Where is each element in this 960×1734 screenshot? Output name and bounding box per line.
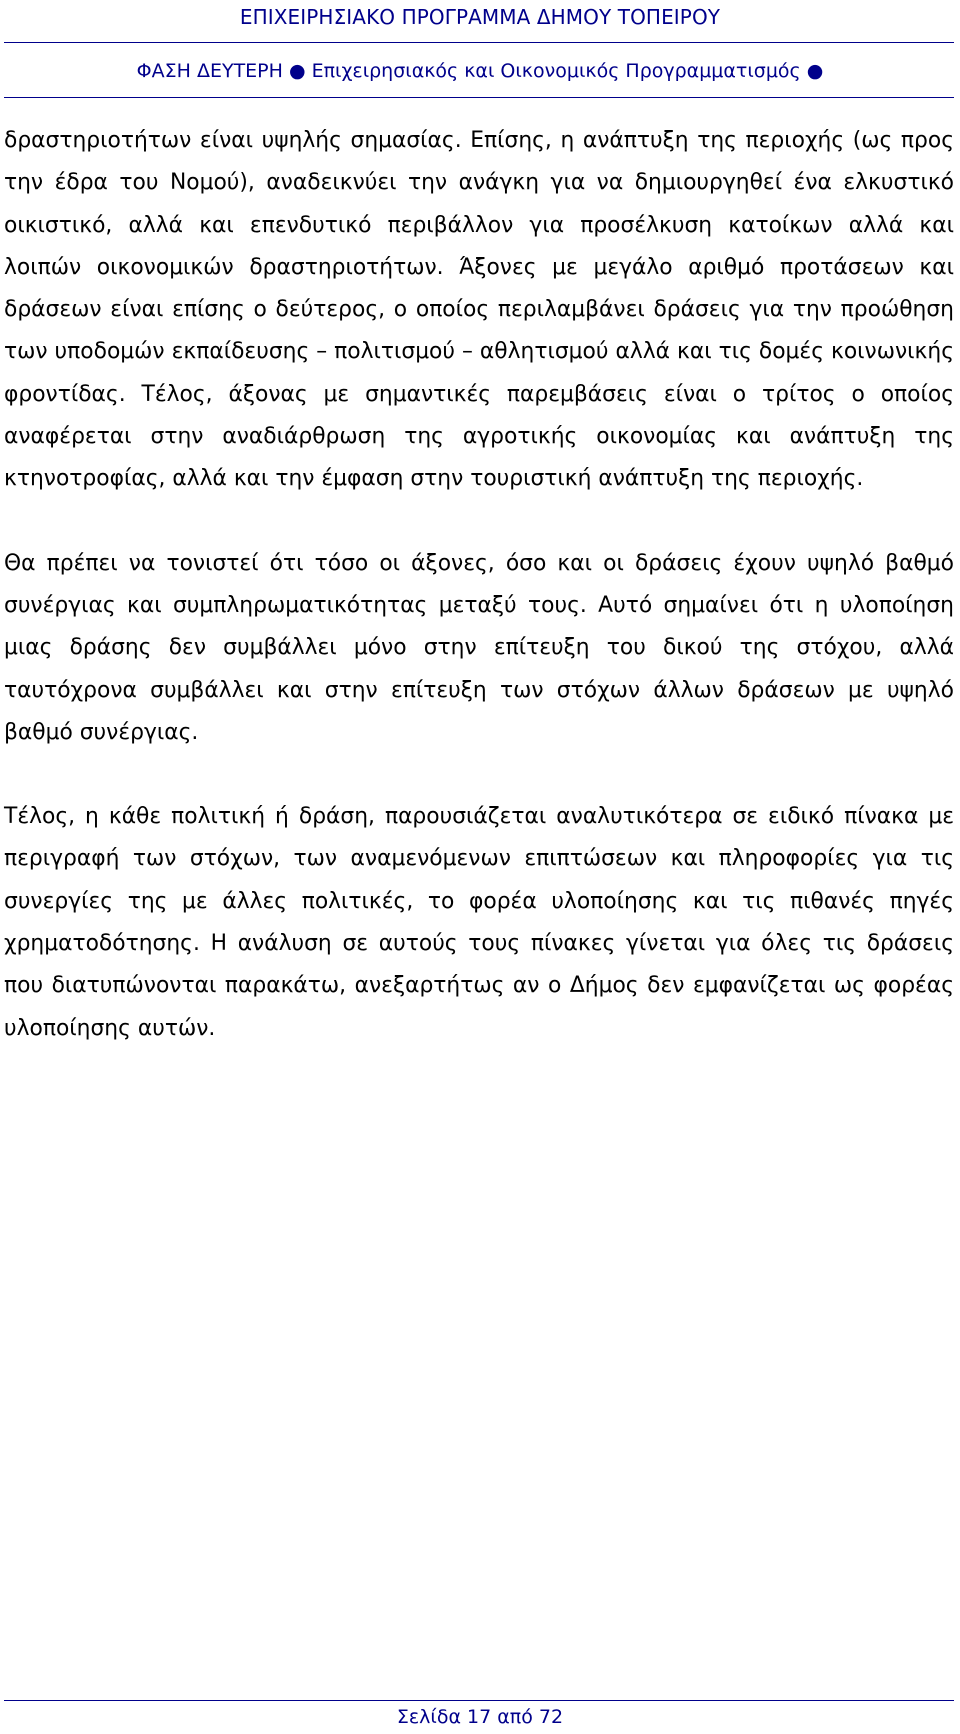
header-divider — [4, 42, 954, 43]
document-subtitle: ΦΑΣΗ ΔΕΥΤΕΡΗ ● Επιχειρησιακός και Οικονομικός Προγραμματισμός ● — [136, 60, 824, 82]
paragraph-2: Θα πρέπει να τονιστεί ότι τόσο οι άξονες, όσο και οι δράσεις έχουν υψηλό βαθμό συνέργιας και συμπληρωματικότητας μεταξύ τους. Αυτό σημαίνει ότι η υλοποίηση μιας δράσης δεν συμβάλλει μόνο στην επίτευξη του δικού της στόχου, αλλά ταυτόχρονα συμβάλλει και στην επίτευξη των στόχων άλλων δράσεων με υψηλό βαθμό συνέργιας. — [4, 550, 954, 745]
page-header — [0, 0, 960, 100]
paragraph-3: Τέλος, η κάθε πολιτική ή δράση, παρουσιάζεται αναλυτικότερα σε ειδικό πίνακα με περιγραφή των στόχων, των αναμενόμενων επιπτώσεων και πληροφορίες για τις συνεργίες της με άλλες πολιτικές, το φορέα υλοποίησης και τις πιθανές πηγές χρηματοδότησης. Η ανάλυση σε αυτούς τους πίνακες γίνεται για όλες τις δράσεις που διατυπώνονται παρακάτω, ανεξαρτήτως αν ο Δήμος δεν εμφανίζεται ως φορέας υλοποίησης αυτών. — [4, 804, 954, 1041]
footer-divider — [4, 1700, 954, 1701]
document-title: ΕΠΙΧΕΙΡΗΣΙΑΚΟ ΠΡΟΓΡΑΜΜΑ ΔΗΜΟΥ ΤΟΠΕΙΡΟΥ — [239, 5, 721, 29]
page-number: Σελίδα 17 από 72 — [396, 1706, 564, 1728]
header-bottom-divider — [4, 97, 954, 98]
page-body — [4, 120, 954, 1050]
paragraph-1: δραστηριοτήτων είναι υψηλής σημασίας. Επίσης, η ανάπτυξη της περιοχής (ως προς την έδρα του Νομού), αναδεικνύει την ανάγκη για να δημιουργηθεί ένα ελκυστικό οικιστικό, αλλά και επενδυτικό περιβάλλον για προσέλκυση κατοίκων αλλά και λοιπών οικονομικών δραστηριοτήτων. Άξονες με μεγάλο αριθμό προτάσεων και δράσεων είναι επίσης ο δεύτερος, ο οποίος περιλαμβάνει δράσεις για την προώθηση των υποδομών εκπαίδευσης – πολιτισμού – αθλητισμού αλλά και τις δομές κοινωνικής φροντίδας. Τέλος, άξονας με σημαντικές παρεμβάσεις είναι ο τρίτος ο οποίος αναφέρεται στην αναδιάρθρωση της αγροτικής οικονομίας και ανάπτυξη της κτηνοτροφίας, αλλά και την έμφαση στην τουριστική ανάπτυξη της περιοχής. — [4, 128, 954, 492]
